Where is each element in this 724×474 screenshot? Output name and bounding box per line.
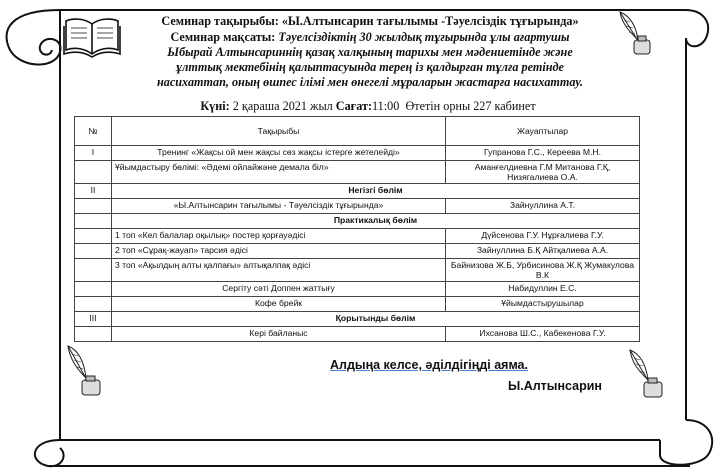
row-responsible: Гупранова Г.С., Кереева М.Н. bbox=[446, 146, 640, 161]
section-title: Практикалық бөлім bbox=[112, 214, 640, 229]
row-number: III bbox=[75, 312, 112, 327]
row-topic: «Ы.Алтынсарин тағылымы - Тәуелсіздік тұғырында» bbox=[112, 199, 446, 214]
table-row bbox=[75, 297, 640, 312]
section-title: Қорытынды бөлім bbox=[112, 312, 640, 327]
row-responsible: Зайнуллина Б.Қ Айтқалиева А.А. bbox=[446, 244, 640, 259]
column-header-number: № bbox=[75, 117, 112, 146]
quill-inkwell-icon bbox=[62, 342, 110, 400]
row-number bbox=[75, 282, 112, 297]
seminar-goal-text: Тәуелсіздіктің 30 жылдық тұғырында ұлы ағартушы bbox=[278, 30, 570, 44]
row-number bbox=[75, 199, 112, 214]
time-label: Сағат: bbox=[335, 99, 373, 113]
table-row bbox=[75, 259, 640, 282]
seminar-goal-label: Семинар мақсаты: bbox=[170, 30, 276, 44]
row-responsible: Ұйымдастырушылар bbox=[446, 297, 640, 312]
seminar-goal-line-5: насихаттап, оның өшпес ілімі мен өнегелі мұраларын жастарға насихаттау. bbox=[156, 75, 584, 89]
seminar-topic bbox=[110, 14, 630, 30]
row-number: II bbox=[75, 184, 112, 199]
table-row bbox=[75, 244, 640, 259]
section-row bbox=[75, 312, 640, 327]
table-header-row bbox=[75, 117, 640, 146]
row-number bbox=[75, 229, 112, 244]
section-row bbox=[75, 184, 640, 199]
quill-inkwell-icon bbox=[624, 346, 670, 402]
seminar-topic-label: Семинар тақырыбы: bbox=[161, 14, 279, 28]
table-row bbox=[75, 146, 640, 161]
seminar-goal-line-4: ұлттық мектебінің қалыптасуында терең із қалдырған тұлға ретінде bbox=[176, 60, 564, 74]
row-topic: 1 топ «Кел балалар оқылық» постер қорғауәдісі bbox=[112, 229, 446, 244]
row-number bbox=[75, 244, 112, 259]
row-responsible: Байнизова Ж.Б, Урбисинова Ж.Қ Жумакулова В.К bbox=[446, 259, 640, 282]
row-number bbox=[75, 259, 112, 282]
closing-quote: Алдыңа келсе, әділдігіңді аяма. bbox=[330, 358, 528, 372]
section-title: Негізгі бөлім bbox=[112, 184, 640, 199]
date-time-place bbox=[88, 99, 648, 115]
column-header-topic: Тақырыбы bbox=[112, 117, 446, 146]
schedule-table bbox=[74, 116, 640, 342]
table-row bbox=[75, 282, 640, 297]
row-responsible: Дүйсенова Г.У. Нұрғалиева Г.У. bbox=[446, 229, 640, 244]
row-number bbox=[75, 297, 112, 312]
row-responsible: Аманғелдиевна Г.М Митанова Г.Қ, Низягалиева О.А. bbox=[446, 161, 640, 184]
row-number bbox=[75, 327, 112, 342]
row-topic: Сергіту сәті Доппен жаттығу bbox=[112, 282, 446, 297]
column-header-responsible: Жауаптылар bbox=[446, 117, 640, 146]
section-row bbox=[75, 214, 640, 229]
time-value: 11:00 bbox=[372, 99, 400, 113]
row-number: I bbox=[75, 146, 112, 161]
row-topic: Ұйымдастыру бөлімі: «Әдемі ойлайжәне демала біл» bbox=[112, 161, 446, 184]
seminar-goal-line-3: Ыбырай Алтынсариннің қазақ халқының тарихы мен мәдениетінде және bbox=[167, 45, 573, 59]
row-number bbox=[75, 161, 112, 184]
closing-author: Ы.Алтынсарин bbox=[508, 379, 602, 393]
table-row bbox=[75, 161, 640, 184]
row-responsible: Ихсанова Ш.С., Кабекенова Г.У. bbox=[446, 327, 640, 342]
row-responsible: Зайнуллина А.Т. bbox=[446, 199, 640, 214]
table-row bbox=[75, 199, 640, 214]
row-responsible: Набидуллин Е.С. bbox=[446, 282, 640, 297]
row-topic: 2 топ «Сұрақ-жауап» тарсия әдісі bbox=[112, 244, 446, 259]
seminar-goal bbox=[110, 30, 630, 46]
row-topic: Кофе брейк bbox=[112, 297, 446, 312]
row-number bbox=[75, 214, 112, 229]
place-label: Өтетін орны bbox=[405, 99, 471, 113]
date-value: 2 қараша 2021 жыл bbox=[232, 99, 333, 113]
date-label: Күні: bbox=[200, 99, 230, 113]
table-row bbox=[75, 229, 640, 244]
row-topic: Кері байланыс bbox=[112, 327, 446, 342]
place-value: 227 кабинет bbox=[473, 99, 536, 113]
row-topic: Тренинг «Жақсы ой мен жақсы сөз жақсы істерге жетелейді» bbox=[112, 146, 446, 161]
seminar-topic-value: «Ы.Алтынсарин тағылымы -Тәуелсіздік тұғырында» bbox=[281, 14, 579, 28]
table-row bbox=[75, 327, 640, 342]
row-topic: 3 топ «Ақылдың алты қалпағы» алтықалпақ әдісі bbox=[112, 259, 446, 282]
